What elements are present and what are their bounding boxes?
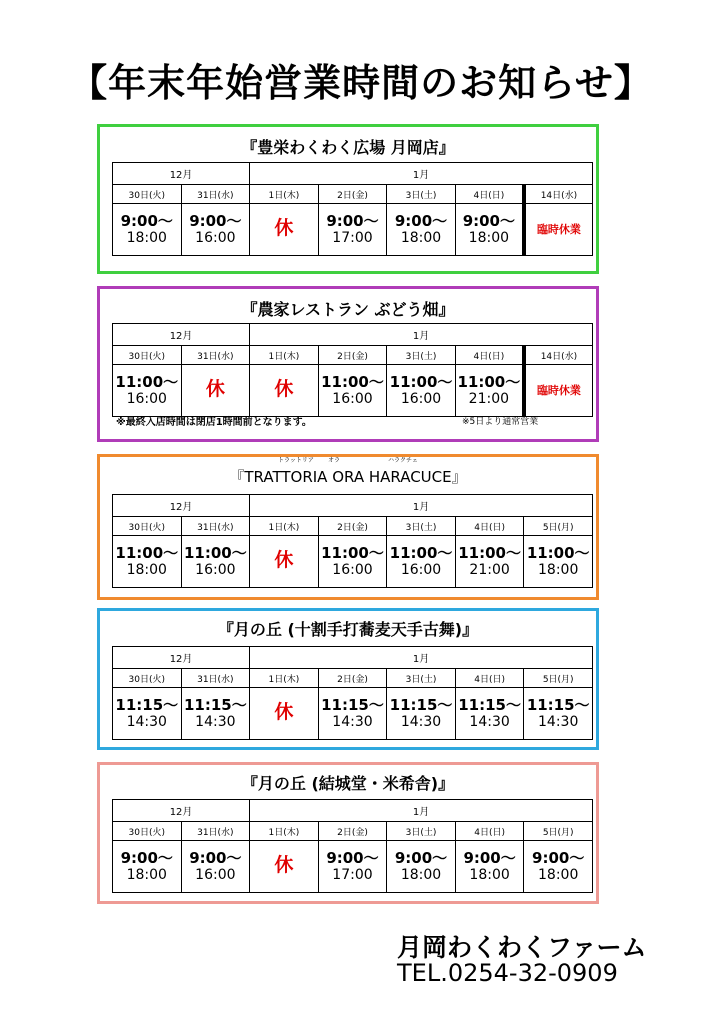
close-time: 17:00 — [332, 866, 373, 883]
hours-cell — [387, 536, 456, 588]
close-time: 18:00 — [400, 866, 442, 883]
day-cell: 1日(木) — [250, 517, 319, 536]
open-time: 11:15～ — [458, 695, 521, 714]
month-row — [113, 324, 593, 346]
month-cell: 12月 — [113, 324, 250, 346]
company-phone: TEL.0254-32-0909 — [397, 959, 618, 987]
hours-cell — [113, 365, 182, 417]
last-entry-note: ※最終入店時間は閉店1時間前となります。 — [116, 417, 312, 428]
close-time: 18:00 — [400, 229, 442, 246]
closed-label: 休 — [274, 378, 294, 400]
hours-cell — [387, 688, 456, 740]
close-time: 14:30 — [126, 713, 167, 730]
store-section-tsukinooka-yuukidou — [97, 762, 599, 904]
close-time: 16:00 — [332, 561, 373, 578]
open-time: 11:00～ — [321, 543, 384, 562]
store-section-trattoria — [97, 454, 599, 600]
normal-hours-note: ※5日より通常営業 — [462, 417, 539, 427]
close-time: 18:00 — [468, 229, 510, 246]
closed-label: 休 — [205, 378, 225, 400]
day-cell: 30日(火) — [113, 822, 182, 841]
close-time: 16:00 — [400, 390, 442, 407]
open-time: 11:15～ — [321, 695, 384, 714]
hours-cell — [524, 365, 593, 417]
hours-row — [113, 688, 593, 740]
store-name: 『月の丘 (結城堂・米希舎)』 — [241, 774, 455, 793]
month-row — [113, 495, 593, 517]
close-time: 18:00 — [538, 866, 579, 883]
schedule-table — [112, 799, 593, 893]
open-time: 11:00～ — [458, 543, 521, 562]
day-cell: 4日(日) — [455, 346, 524, 365]
hours-cell — [524, 536, 593, 588]
day-cell: 30日(火) — [113, 669, 182, 688]
day-cell: 4日(日) — [455, 669, 524, 688]
hours-cell — [524, 688, 593, 740]
hours-cell — [250, 365, 319, 417]
close-time: 18:00 — [469, 866, 510, 883]
hours-cell — [250, 536, 319, 588]
month-cell: 1月 — [250, 495, 593, 517]
store-section-budou-batake — [97, 286, 599, 442]
hours-cell — [524, 204, 593, 256]
open-time: 11:00～ — [457, 372, 521, 391]
hours-cell — [455, 204, 524, 256]
day-cell: 31日(水) — [181, 185, 250, 204]
month-cell: 1月 — [250, 324, 593, 346]
temporary-closure-label: 臨時休業 — [536, 384, 581, 397]
open-time: 9:00～ — [326, 848, 379, 867]
month-cell: 12月 — [113, 647, 250, 669]
day-cell: 3日(土) — [387, 185, 456, 204]
day-cell: 2日(金) — [318, 346, 387, 365]
day-cell: 30日(火) — [113, 185, 182, 204]
temporary-closure-label: 臨時休業 — [536, 223, 581, 236]
hours-row — [113, 536, 593, 588]
hours-cell — [318, 688, 387, 740]
close-time: 14:30 — [195, 713, 236, 730]
open-time: 11:15～ — [526, 695, 590, 714]
hours-cell — [455, 365, 524, 417]
schedule-table — [112, 494, 593, 588]
store-name: 『農家レストラン ぶどう畑』 — [241, 300, 455, 319]
close-time: 14:30 — [400, 713, 442, 730]
day-cell: 3日(土) — [387, 517, 456, 536]
close-time: 14:30 — [332, 713, 373, 730]
hours-cell — [181, 841, 250, 893]
ruby-haracuce: ハラクチェ — [388, 457, 418, 464]
day-cell: 31日(水) — [181, 669, 250, 688]
open-time: 11:00～ — [389, 372, 453, 391]
open-time: 9:00～ — [189, 848, 242, 867]
hours-cell — [455, 841, 524, 893]
hours-row — [113, 204, 593, 256]
hours-cell — [113, 204, 182, 256]
day-cell: 31日(水) — [181, 822, 250, 841]
company-name: 月岡わくわくファーム — [397, 933, 647, 962]
hours-row — [113, 365, 593, 417]
hours-cell — [113, 688, 182, 740]
day-cell: 5日(月) — [524, 517, 593, 536]
closed-label: 休 — [274, 549, 294, 571]
hours-cell — [113, 536, 182, 588]
month-cell: 12月 — [113, 163, 250, 185]
open-time: 11:00～ — [389, 543, 453, 562]
hours-cell — [318, 841, 387, 893]
close-time: 18:00 — [126, 866, 167, 883]
hours-cell — [250, 688, 319, 740]
open-time: 11:15～ — [183, 695, 247, 714]
day-cell: 31日(水) — [181, 346, 250, 365]
hours-cell — [181, 536, 250, 588]
month-row — [113, 800, 593, 822]
hours-cell — [524, 841, 593, 893]
month-cell: 1月 — [250, 647, 593, 669]
day-cell: 1日(木) — [250, 822, 319, 841]
day-row — [113, 669, 593, 688]
hours-cell — [455, 536, 524, 588]
store-name: 『月の丘 (十割手打蕎麦天手古舞)』 — [217, 620, 479, 639]
hours-cell — [455, 688, 524, 740]
day-cell: 2日(金) — [318, 669, 387, 688]
month-cell: 1月 — [250, 800, 593, 822]
hours-cell — [181, 688, 250, 740]
month-row — [113, 163, 593, 185]
open-time: 9:00～ — [326, 211, 379, 230]
close-time: 18:00 — [538, 561, 579, 578]
close-time: 16:00 — [195, 229, 236, 246]
open-time: 11:00～ — [115, 372, 179, 391]
store-name: 『TRATTORIA ORA HARACUCE』 — [229, 468, 467, 486]
close-time: 21:00 — [468, 390, 510, 407]
hours-cell — [250, 841, 319, 893]
close-time: 16:00 — [332, 390, 373, 407]
day-cell: 1日(木) — [250, 669, 319, 688]
open-time: 11:15～ — [115, 695, 179, 714]
ruby-ora: オラ — [328, 457, 341, 464]
schedule-table — [112, 323, 593, 417]
day-row — [113, 346, 593, 365]
close-time: 21:00 — [469, 561, 510, 578]
open-time: 9:00～ — [120, 848, 173, 867]
day-cell: 1日(木) — [250, 346, 319, 365]
day-cell: 14日(水) — [524, 346, 593, 365]
hours-cell — [318, 204, 387, 256]
open-time: 11:00～ — [321, 372, 384, 391]
hours-cell — [318, 365, 387, 417]
day-cell: 4日(日) — [455, 822, 524, 841]
open-time: 11:00～ — [526, 543, 590, 562]
open-time: 9:00～ — [463, 848, 516, 867]
store-section-tsukinooka-soba — [97, 608, 599, 750]
store-name: 『豊栄わくわく広場 月岡店』 — [241, 138, 455, 157]
closed-label: 休 — [274, 854, 294, 876]
hours-cell — [387, 365, 456, 417]
close-time: 16:00 — [195, 866, 236, 883]
month-cell: 12月 — [113, 495, 250, 517]
closed-label: 休 — [274, 217, 294, 239]
day-cell: 5日(月) — [524, 669, 593, 688]
close-time: 18:00 — [126, 561, 167, 578]
day-cell: 3日(土) — [387, 822, 456, 841]
open-time: 9:00～ — [532, 848, 585, 867]
hours-row — [113, 841, 593, 893]
close-time: 17:00 — [332, 229, 373, 246]
close-time: 14:30 — [469, 713, 510, 730]
hours-cell — [250, 204, 319, 256]
day-cell: 4日(日) — [455, 185, 524, 204]
schedule-table — [112, 162, 593, 256]
open-time: 11:00～ — [115, 543, 179, 562]
close-time: 18:00 — [126, 229, 167, 246]
page-title: 【年末年始営業時間のお知らせ】 — [69, 61, 653, 105]
month-cell: 1月 — [250, 163, 593, 185]
closed-label: 休 — [274, 701, 294, 723]
day-cell: 5日(月) — [524, 822, 593, 841]
day-cell: 2日(金) — [318, 517, 387, 536]
open-time: 9:00～ — [462, 211, 515, 230]
close-time: 16:00 — [126, 390, 167, 407]
day-cell: 31日(水) — [181, 517, 250, 536]
day-cell: 2日(金) — [318, 185, 387, 204]
close-time: 16:00 — [195, 561, 236, 578]
day-cell: 3日(土) — [387, 669, 456, 688]
open-time: 9:00～ — [120, 211, 173, 230]
open-time: 9:00～ — [189, 211, 242, 230]
day-cell: 30日(火) — [113, 346, 182, 365]
hours-cell — [181, 365, 250, 417]
day-cell: 3日(土) — [387, 346, 456, 365]
month-cell: 12月 — [113, 800, 250, 822]
close-time: 16:00 — [400, 561, 442, 578]
schedule-table — [112, 646, 593, 740]
close-time: 14:30 — [538, 713, 579, 730]
hours-cell — [387, 841, 456, 893]
hours-cell — [113, 841, 182, 893]
open-time: 11:00～ — [183, 543, 247, 562]
open-time: 11:15～ — [389, 695, 453, 714]
day-row — [113, 822, 593, 841]
day-row — [113, 517, 593, 536]
day-row — [113, 185, 593, 204]
store-section-wakuwaku-hiroba — [97, 124, 599, 274]
month-row — [113, 647, 593, 669]
day-cell: 30日(火) — [113, 517, 182, 536]
ruby-trattoria: トラットリア — [278, 457, 314, 464]
hours-cell — [181, 204, 250, 256]
open-time: 9:00～ — [394, 848, 448, 867]
hours-cell — [318, 536, 387, 588]
open-time: 9:00～ — [394, 211, 448, 230]
day-cell: 1日(木) — [250, 185, 319, 204]
day-cell: 4日(日) — [455, 517, 524, 536]
hours-cell — [387, 204, 456, 256]
day-cell: 14日(水) — [524, 185, 593, 204]
day-cell: 2日(金) — [318, 822, 387, 841]
